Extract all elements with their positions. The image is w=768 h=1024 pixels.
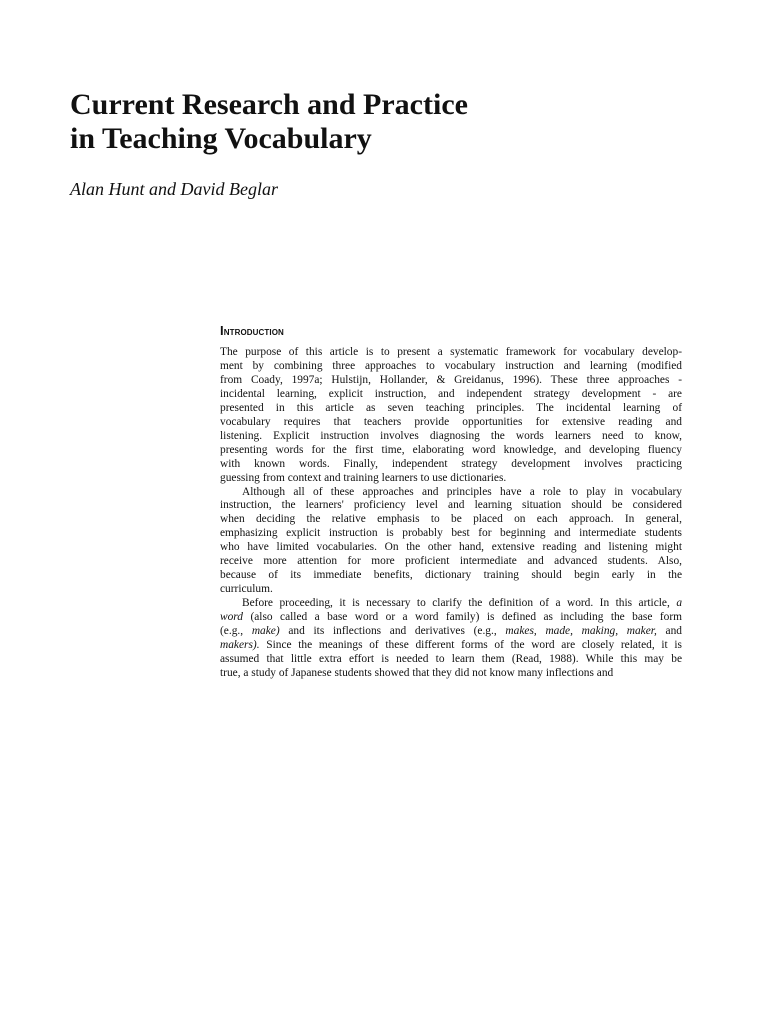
text-line	[220, 639, 682, 653]
paragraph-2	[220, 486, 682, 598]
text-line: presenting words for the first time, elaborating word knowledge, and developing fluency	[220, 443, 682, 456]
title-line-1: Current Research and Practice	[70, 88, 468, 121]
text-line: instruction, the learners' proficiency level and learning situation should be considered	[220, 499, 682, 512]
paragraph-1	[220, 346, 682, 486]
text-line: vocabulary requires that teachers provide opportunities for extensive reading and	[220, 415, 682, 428]
text-run: (e.g.,	[220, 625, 244, 638]
text-line: The purpose of this article is to present a systematic framework for vocabulary develop-	[220, 346, 682, 358]
text-line	[220, 611, 682, 625]
text-line: curriculum.	[220, 583, 273, 596]
text-line	[220, 597, 682, 611]
text-line: with known words. Finally, independent strategy development involves practicing	[220, 457, 682, 470]
article-title	[70, 88, 468, 156]
text-line: because of its immediate benefits, dictionary training should begin early in the	[220, 569, 682, 582]
text-line: from Coady, 1997a; Hulstijn, Hollander, & Greidanus, 1996). These three approaches -	[220, 373, 682, 386]
text-run-italic: word	[220, 611, 243, 624]
text-line: guessing from context and training learners to use dictionaries.	[220, 471, 507, 484]
text-run: and	[665, 625, 682, 638]
text-line: emphasizing explicit instruction is probably best for beginning and intermediate students	[220, 527, 682, 540]
text-run-italic: a	[676, 597, 683, 610]
section-heading: Introduction	[220, 323, 284, 338]
text-line: true, a study of Japanese students showed that they did not know many inflections and	[220, 666, 614, 679]
text-line: presented in this article as seven teaching principles. The incidental learning of	[220, 401, 682, 414]
text-run-italic: make)	[251, 625, 280, 638]
article-body	[220, 323, 682, 681]
text-run: Before proceeding, it is necessary to clarify the definition of a word. In this article,	[242, 597, 670, 610]
text-line: who have limited vocabularies. On the other hand, extensive reading and listening might	[220, 541, 682, 554]
text-line: listening. Explicit instruction involves diagnosing the words learners need to know,	[220, 429, 682, 442]
paragraph-3	[220, 597, 682, 681]
title-line-2: in Teaching Vocabulary	[70, 122, 372, 155]
text-line: assumed that little extra effort is needed to learn them (Read, 1988). While this may be	[220, 652, 682, 665]
text-run: (also called a base word or a word family) is defined as including the base form	[250, 611, 682, 624]
text-run: and its inflections and derivatives (e.g.,	[288, 625, 497, 638]
text-line	[220, 625, 682, 639]
author-byline: Alan Hunt and David Beglar	[70, 179, 278, 199]
text-line: Although all of these approaches and principles have a role to play in vocabulary	[242, 485, 682, 498]
text-run: Since the meanings of these different forms of the word are closely related, it is	[266, 639, 682, 652]
text-line: incidental learning, explicit instruction, and independent strategy development - are	[220, 387, 682, 400]
text-line: when deciding the relative emphasis to be placed on each approach. In general,	[220, 513, 682, 526]
text-run-italic: makes, made, making, maker,	[505, 625, 657, 638]
text-line: receive more attention for more proficient intermediate and advanced students. Also,	[220, 555, 682, 568]
text-line: ment by combining three approaches to vocabulary instruction and learning (modified	[220, 359, 682, 372]
text-run-italic: makers).	[220, 639, 260, 652]
